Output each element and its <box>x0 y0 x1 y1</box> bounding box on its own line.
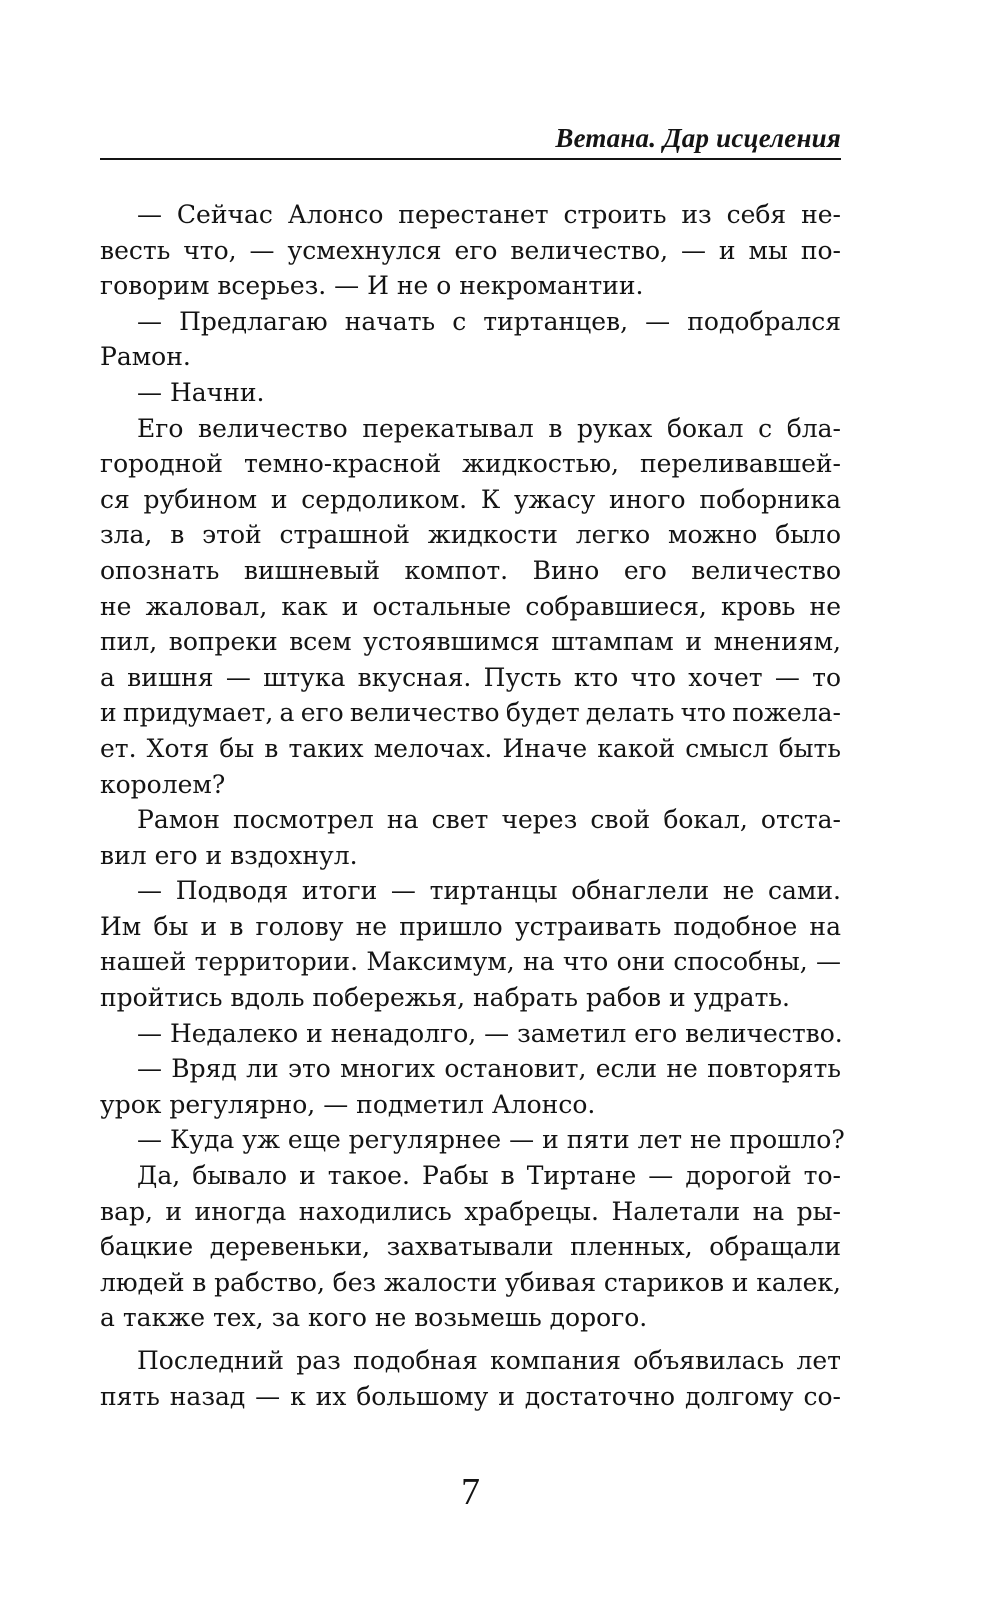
text-line: — Куда уж еще регулярнее — и пяти лет не прошло? <box>137 1125 845 1155</box>
text-line: пять назад — к их большому и достаточно долгому со- <box>100 1381 841 1411</box>
page-number: 7 <box>461 1471 480 1513</box>
text-line: бацкие деревеньки, захватывали пленных, обращали <box>100 1232 841 1262</box>
text-line: ет. Хотя бы в таких мелочах. Иначе какой смысл быть <box>100 733 841 763</box>
body-text <box>100 197 845 1414</box>
text-line: весть что, — усмехнулся его величество, — и мы по- <box>100 235 841 265</box>
text-line: — Предлагаю начать с тиртанцев, — подобрался <box>137 306 841 336</box>
text-line: пил, вопреки всем устоявшимся штампам и мнениям, <box>100 627 841 657</box>
text-line: Его величество перекатывал в руках бокал с бла- <box>137 413 841 443</box>
text-line: не жаловал, как и остальные собравшиеся, кровь не <box>100 591 841 621</box>
text-line: урок регулярно, — подметил Алонсо. <box>100 1089 596 1119</box>
text-line: Да, бывало и такое. Рабы в Тиртане — дорогой то- <box>137 1161 841 1191</box>
text-line: пройтись вдоль побережья, набрать рабов и удрать. <box>100 983 790 1013</box>
text-line: а также тех, за кого не возьмешь дорого. <box>100 1303 648 1333</box>
text-line: вил его и вздохнул. <box>100 840 358 870</box>
text-line: королем? <box>100 769 226 799</box>
text-line: и придумает, а его величество будет делать что пожела- <box>100 698 841 728</box>
text-line: опознать вишневый компот. Вино его величество <box>100 555 841 585</box>
text-line: а вишня — штука вкусная. Пусть кто что хочет — то <box>100 662 841 692</box>
text-line: Последний раз подобная компания объявилась лет <box>137 1346 841 1375</box>
text-line: — Вряд ли это многих остановит, если не повторять <box>137 1054 841 1084</box>
text-line: — Сейчас Алонсо перестанет строить из себя не- <box>137 200 841 229</box>
text-line: нашей территории. Максимум, на что они способны, — <box>100 947 841 977</box>
text-line: — Начни. <box>137 377 265 407</box>
text-line: людей в рабство, без жалости убивая стариков и калек, <box>100 1267 841 1297</box>
text-line: городной темно-красной жидкостью, переливавшей- <box>100 449 841 479</box>
running-head: Ветана. Дар исцеления <box>555 123 841 153</box>
text-line: Им бы и в голову не пришло устраивать подобное на <box>100 911 841 941</box>
text-line: ся рубином и сердоликом. К ужасу иного поборника <box>100 484 841 514</box>
text-line: Рамон посмотрел на свет через свой бокал, отста- <box>137 805 841 835</box>
text-line: Рамон. <box>100 342 191 372</box>
text-line: — Подводя итоги — тиртанцы обнаглели не сами. <box>137 876 841 906</box>
text-line: — Недалеко и ненадолго, — заметил его величество. <box>137 1018 843 1048</box>
text-line: зла, в этой страшной жидкости легко можно было <box>100 520 841 550</box>
header-rule <box>100 158 841 160</box>
text-line: вар, и иногда находились храбрецы. Налетали на ры- <box>100 1196 841 1226</box>
text-line: говорим всерьез. — И не о некромантии. <box>100 271 644 301</box>
